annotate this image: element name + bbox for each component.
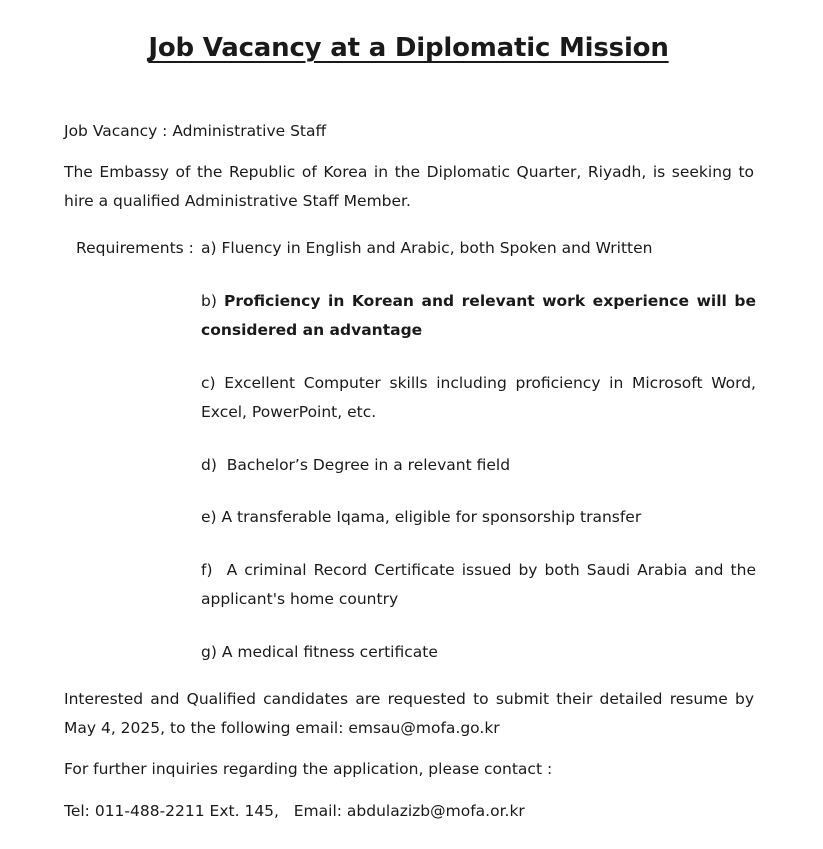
requirement-marker: c) <box>201 374 216 392</box>
requirement-text: A medical fitness certificate <box>221 643 438 661</box>
submission-paragraph: Interested and Qualified candidates are requested to submit their detailed resume by May 4, 2025, to the following email: emsau@mofa.go.kr <box>64 690 754 737</box>
requirement-text: Excellent Computer skills including proficiency in Microsoft Word, Excel, PowerPoint, etc. <box>201 374 756 421</box>
requirement-item-b <box>201 287 756 345</box>
requirement-text: Bachelor’s Degree in a relevant field <box>226 456 511 474</box>
requirement-item-d <box>201 451 756 480</box>
requirement-item-a <box>201 234 756 263</box>
inquiries-line: For further inquiries regarding the application, please contact : <box>64 760 553 778</box>
requirement-marker: e) <box>201 508 217 526</box>
requirement-text: A criminal Record Certificate issued by both Saudi Arabia and the applicant's home country <box>201 561 756 608</box>
contact-line: Tel: 011-488-2211 Ext. 145, Email: abdulazizb@mofa.or.kr <box>64 802 525 820</box>
requirement-item-f <box>201 556 756 614</box>
requirement-marker: f) <box>201 561 213 579</box>
requirement-item-g <box>201 638 756 667</box>
requirement-marker: a) <box>201 239 217 257</box>
intro-paragraph: The Embassy of the Republic of Korea in the Diplomatic Quarter, Riyadh, is seeking to hire a qualified Administrative Staff Member. <box>64 163 754 210</box>
requirement-marker: g) <box>201 643 217 661</box>
requirement-marker: b) <box>201 292 217 310</box>
requirement-marker: d) <box>201 456 217 474</box>
requirement-text: A transferable Iqama, eligible for sponsorship transfer <box>221 508 642 526</box>
requirement-item-c <box>201 369 756 427</box>
requirement-text: Proficiency in Korean and relevant work experience will be considered an advantage <box>201 292 756 339</box>
requirement-item-e <box>201 503 756 532</box>
requirements-label: Requirements : <box>76 239 194 257</box>
requirement-text: Fluency in English and Arabic, both Spoken and Written <box>221 239 653 257</box>
page-title: Job Vacancy at a Diplomatic Mission <box>148 33 669 63</box>
vacancy-line: Job Vacancy : Administrative Staff <box>64 122 327 140</box>
